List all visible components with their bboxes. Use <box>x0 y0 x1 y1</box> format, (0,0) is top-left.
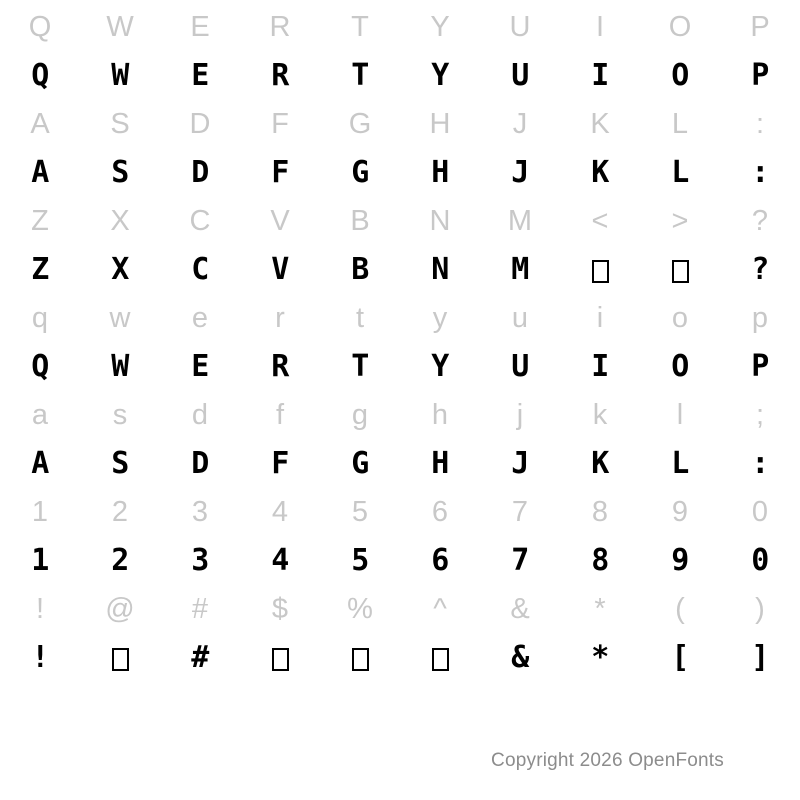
sample-glyph: E <box>191 57 209 93</box>
sample-glyph <box>80 644 160 671</box>
reference-glyph: S <box>110 107 130 140</box>
sample-glyph: & <box>511 639 529 675</box>
reference-glyph: C <box>189 204 211 237</box>
notdef-box-icon <box>672 260 689 283</box>
reference-glyph: W <box>106 10 134 43</box>
sample-glyph: L <box>671 445 689 481</box>
reference-glyph: % <box>347 592 373 625</box>
sample-glyph: ? <box>751 251 769 287</box>
sample-glyph: A <box>31 154 49 190</box>
sample-glyph: K <box>591 154 609 190</box>
reference-row <box>0 295 800 341</box>
sample-glyph: S <box>111 154 129 190</box>
copyright-notice: Copyright 2026 OpenFonts <box>491 750 724 771</box>
reference-glyph: V <box>270 204 290 237</box>
reference-glyph: $ <box>271 592 289 625</box>
reference-glyph: B <box>350 204 370 237</box>
sample-row <box>0 50 800 101</box>
reference-glyph: M <box>507 204 533 237</box>
glyph-row-pair <box>0 392 800 489</box>
reference-glyph: Z <box>31 204 49 237</box>
sample-glyph: X <box>111 251 129 287</box>
reference-glyph: y <box>432 301 448 334</box>
reference-glyph: ( <box>675 592 685 625</box>
sample-glyph: 9 <box>671 542 689 578</box>
reference-glyph: Q <box>28 10 52 43</box>
sample-glyph: W <box>111 348 129 384</box>
reference-row <box>0 489 800 535</box>
sample-glyph: 1 <box>31 542 49 578</box>
reference-glyph: R <box>269 10 291 43</box>
reference-row <box>0 392 800 438</box>
reference-glyph: 9 <box>671 495 689 528</box>
reference-glyph: q <box>31 301 49 334</box>
sample-glyph: S <box>111 445 129 481</box>
reference-glyph: e <box>191 301 209 334</box>
sample-glyph: H <box>431 154 449 190</box>
sample-glyph: D <box>191 445 209 481</box>
sample-row <box>0 632 800 683</box>
glyph-row-pair <box>0 295 800 392</box>
reference-glyph: u <box>511 301 529 334</box>
sample-glyph: Q <box>31 348 49 384</box>
reference-row <box>0 4 800 50</box>
sample-glyph: 2 <box>111 542 129 578</box>
reference-glyph: ^ <box>433 592 447 625</box>
reference-glyph: r <box>275 301 285 334</box>
sample-glyph: * <box>591 639 609 675</box>
sample-glyph: O <box>671 348 689 384</box>
glyph-row-pair <box>0 198 800 295</box>
reference-glyph: : <box>755 107 765 140</box>
sample-glyph: R <box>271 348 289 384</box>
sample-glyph: O <box>671 57 689 93</box>
sample-glyph: D <box>191 154 209 190</box>
sample-row <box>0 341 800 392</box>
sample-glyph: P <box>751 348 769 384</box>
sample-glyph: M <box>511 251 529 287</box>
sample-glyph: T <box>351 57 369 93</box>
reference-glyph: s <box>112 398 128 431</box>
reference-glyph: 7 <box>511 495 529 528</box>
reference-glyph: g <box>351 398 369 431</box>
sample-glyph: 0 <box>751 542 769 578</box>
sample-glyph: H <box>431 445 449 481</box>
sample-glyph <box>400 644 480 671</box>
notdef-box-icon <box>352 648 369 671</box>
reference-glyph: k <box>592 398 608 431</box>
reference-glyph: K <box>590 107 610 140</box>
reference-glyph: t <box>355 301 365 334</box>
sample-glyph: : <box>751 445 769 481</box>
reference-glyph: w <box>109 301 131 334</box>
reference-glyph: D <box>189 107 211 140</box>
reference-glyph: @ <box>105 592 135 625</box>
reference-glyph: a <box>31 398 49 431</box>
reference-row <box>0 586 800 632</box>
sample-glyph: ! <box>31 639 49 675</box>
reference-glyph: X <box>110 204 130 237</box>
sample-glyph: 4 <box>271 542 289 578</box>
sample-glyph <box>240 644 320 671</box>
reference-glyph: ? <box>751 204 769 237</box>
sample-glyph <box>560 256 640 283</box>
reference-glyph: j <box>516 398 524 431</box>
sample-glyph: U <box>511 348 529 384</box>
sample-row <box>0 535 800 586</box>
reference-glyph: T <box>351 10 369 43</box>
sample-glyph: F <box>271 154 289 190</box>
reference-glyph: ! <box>35 592 45 625</box>
notdef-box-icon <box>592 260 609 283</box>
sample-glyph: 7 <box>511 542 529 578</box>
reference-glyph: U <box>509 10 531 43</box>
sample-glyph: T <box>351 348 369 384</box>
sample-glyph: 6 <box>431 542 449 578</box>
reference-glyph: 1 <box>31 495 49 528</box>
reference-glyph: I <box>595 10 605 43</box>
sample-glyph: V <box>271 251 289 287</box>
sample-glyph: Y <box>431 57 449 93</box>
sample-glyph: ] <box>751 639 769 675</box>
sample-glyph: Y <box>431 348 449 384</box>
glyph-row-pair <box>0 4 800 101</box>
sample-glyph: G <box>351 154 369 190</box>
sample-glyph: 8 <box>591 542 609 578</box>
reference-glyph: f <box>275 398 285 431</box>
reference-glyph: P <box>750 10 770 43</box>
reference-glyph: G <box>348 107 372 140</box>
notdef-box-icon <box>112 648 129 671</box>
sample-glyph: : <box>751 154 769 190</box>
sample-glyph: J <box>511 445 529 481</box>
sample-glyph: P <box>751 57 769 93</box>
reference-glyph: 0 <box>751 495 769 528</box>
reference-glyph: ; <box>755 398 765 431</box>
sample-glyph: L <box>671 154 689 190</box>
reference-glyph: l <box>676 398 684 431</box>
sample-glyph <box>320 644 400 671</box>
sample-glyph: G <box>351 445 369 481</box>
reference-glyph: J <box>512 107 528 140</box>
reference-row <box>0 101 800 147</box>
reference-glyph: # <box>191 592 209 625</box>
reference-glyph: 5 <box>351 495 369 528</box>
sample-glyph: A <box>31 445 49 481</box>
reference-glyph: h <box>431 398 449 431</box>
reference-glyph: 8 <box>591 495 609 528</box>
sample-glyph: F <box>271 445 289 481</box>
sample-glyph: J <box>511 154 529 190</box>
reference-glyph: i <box>596 301 604 334</box>
sample-glyph: 3 <box>191 542 209 578</box>
reference-glyph: N <box>429 204 451 237</box>
sample-glyph: Z <box>31 251 49 287</box>
glyph-row-pair <box>0 101 800 198</box>
reference-glyph: d <box>191 398 209 431</box>
notdef-box-icon <box>432 648 449 671</box>
reference-glyph: o <box>671 301 689 334</box>
reference-glyph: F <box>271 107 289 140</box>
reference-glyph: Y <box>430 10 450 43</box>
reference-glyph: 2 <box>111 495 129 528</box>
sample-glyph: # <box>191 639 209 675</box>
sample-glyph: W <box>111 57 129 93</box>
sample-row <box>0 438 800 489</box>
reference-glyph: & <box>510 592 530 625</box>
sample-row <box>0 244 800 295</box>
reference-glyph: E <box>190 10 210 43</box>
sample-glyph: E <box>191 348 209 384</box>
reference-glyph: p <box>751 301 769 334</box>
reference-glyph: L <box>671 107 689 140</box>
sample-glyph: R <box>271 57 289 93</box>
reference-glyph: 3 <box>191 495 209 528</box>
sample-glyph: B <box>351 251 369 287</box>
notdef-box-icon <box>272 648 289 671</box>
sample-glyph: I <box>591 348 609 384</box>
sample-glyph <box>640 256 720 283</box>
sample-glyph: I <box>591 57 609 93</box>
reference-glyph: 6 <box>431 495 449 528</box>
reference-glyph: < <box>591 204 609 237</box>
reference-glyph: > <box>671 204 689 237</box>
reference-glyph: 4 <box>271 495 289 528</box>
glyph-row-pair <box>0 489 800 586</box>
sample-glyph: N <box>431 251 449 287</box>
reference-glyph: * <box>594 592 606 625</box>
sample-glyph: C <box>191 251 209 287</box>
reference-glyph: H <box>429 107 451 140</box>
reference-row <box>0 198 800 244</box>
sample-glyph: U <box>511 57 529 93</box>
reference-glyph: ) <box>755 592 765 625</box>
sample-glyph: [ <box>671 639 689 675</box>
sample-glyph: Q <box>31 57 49 93</box>
sample-glyph: K <box>591 445 609 481</box>
reference-glyph: O <box>668 10 692 43</box>
sample-glyph: 5 <box>351 542 369 578</box>
glyph-row-pair <box>0 586 800 683</box>
reference-glyph: A <box>30 107 50 140</box>
sample-row <box>0 147 800 198</box>
